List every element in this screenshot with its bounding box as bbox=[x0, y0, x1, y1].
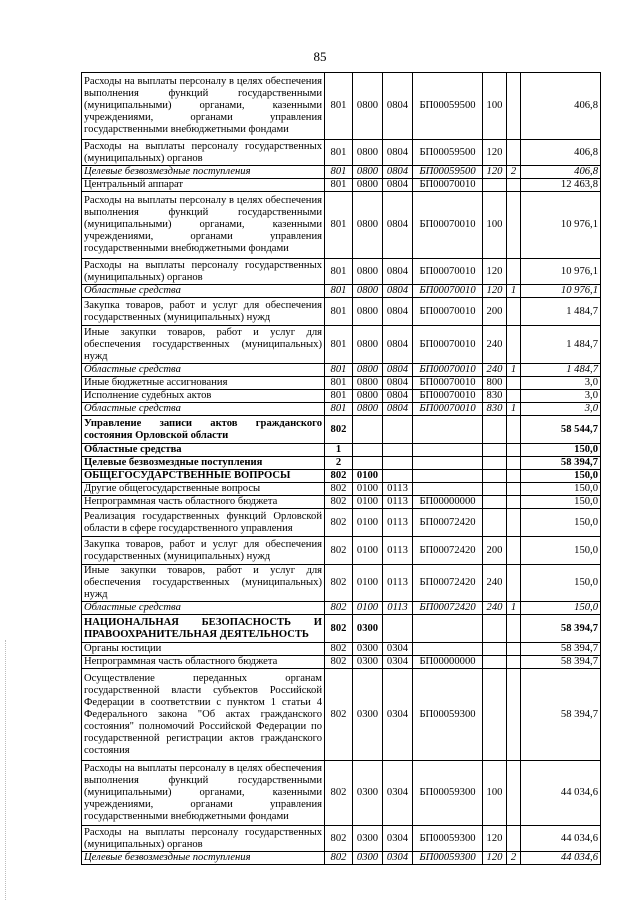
row-target-article: БП00059500 bbox=[413, 73, 483, 140]
row-target-article: БП00070010 bbox=[413, 390, 483, 403]
row-ved-code: 802 bbox=[325, 615, 353, 643]
table-row bbox=[82, 259, 601, 285]
row-amount: 10 976,1 bbox=[521, 259, 601, 285]
row-section-code: 0800 bbox=[353, 403, 383, 416]
row-funding-source bbox=[507, 826, 521, 852]
row-amount: 150,0 bbox=[521, 537, 601, 565]
row-section-code: 0300 bbox=[353, 826, 383, 852]
row-section-code: 0300 bbox=[353, 615, 383, 643]
row-expense-type: 200 bbox=[483, 298, 507, 326]
row-funding-source: 1 bbox=[507, 602, 521, 615]
row-section-code: 0300 bbox=[353, 656, 383, 669]
row-amount: 58 544,7 bbox=[521, 416, 601, 444]
row-amount: 150,0 bbox=[521, 444, 601, 457]
row-ved-code: 801 bbox=[325, 140, 353, 166]
row-funding-source bbox=[507, 470, 521, 483]
row-ved-code: 801 bbox=[325, 73, 353, 140]
row-section-code: 0300 bbox=[353, 761, 383, 826]
row-amount: 44 034,6 bbox=[521, 852, 601, 865]
row-funding-source: 1 bbox=[507, 364, 521, 377]
row-amount: 58 394,7 bbox=[521, 656, 601, 669]
row-subsection-code: 0804 bbox=[383, 390, 413, 403]
row-subsection-code: 0304 bbox=[383, 826, 413, 852]
row-name: Областные средства bbox=[82, 444, 325, 457]
row-subsection-code: 0304 bbox=[383, 761, 413, 826]
row-section-code: 0800 bbox=[353, 377, 383, 390]
row-target-article: БП00072420 bbox=[413, 602, 483, 615]
row-expense-type: 120 bbox=[483, 166, 507, 179]
row-expense-type bbox=[483, 496, 507, 509]
table-row bbox=[82, 852, 601, 865]
row-name: Областные средства bbox=[82, 403, 325, 416]
row-amount: 406,8 bbox=[521, 73, 601, 140]
row-funding-source bbox=[507, 537, 521, 565]
row-target-article: БП00070010 bbox=[413, 298, 483, 326]
row-ved-code: 802 bbox=[325, 761, 353, 826]
row-expense-type: 120 bbox=[483, 285, 507, 298]
table-row bbox=[82, 298, 601, 326]
row-amount: 44 034,6 bbox=[521, 761, 601, 826]
row-expense-type: 120 bbox=[483, 826, 507, 852]
row-name: Целевые безвозмездные поступления bbox=[82, 166, 325, 179]
row-target-article: БП00070010 bbox=[413, 285, 483, 298]
row-name: Расходы на выплаты персоналу в целях обеспечения выполнения функций государственными (муниципальными) органами, казенными учреждениями, органами управления государственными внебюджетными фондами bbox=[82, 192, 325, 259]
row-funding-source: 2 bbox=[507, 852, 521, 865]
row-expense-type bbox=[483, 470, 507, 483]
table-row bbox=[82, 140, 601, 166]
table-row bbox=[82, 377, 601, 390]
row-target-article bbox=[413, 470, 483, 483]
row-name: Расходы на выплаты персоналу государственных (муниципальных) органов bbox=[82, 140, 325, 166]
row-expense-type bbox=[483, 509, 507, 537]
row-expense-type: 240 bbox=[483, 326, 507, 364]
budget-table bbox=[81, 72, 601, 865]
row-ved-code: 1 bbox=[325, 444, 353, 457]
table-row bbox=[82, 364, 601, 377]
row-subsection-code: 0113 bbox=[383, 565, 413, 602]
row-funding-source bbox=[507, 496, 521, 509]
row-section-code: 0800 bbox=[353, 298, 383, 326]
table-row bbox=[82, 565, 601, 602]
row-name: Закупка товаров, работ и услуг для обеспечения государственных (муниципальных) нужд bbox=[82, 537, 325, 565]
row-subsection-code: 0804 bbox=[383, 179, 413, 192]
row-name: Осуществление переданных органам государственной власти субъектов Российской Федерации в соответствии с пунктом 1 статьи 4 Федерального закона "Об актах гражданского состояния" полномочий Российской Федерации по государственной регистрации актов гражданского состояния bbox=[82, 669, 325, 761]
row-amount: 58 394,7 bbox=[521, 457, 601, 470]
row-expense-type: 200 bbox=[483, 537, 507, 565]
row-amount: 12 463,8 bbox=[521, 179, 601, 192]
row-section-code: 0100 bbox=[353, 509, 383, 537]
row-name: Управление записи актов гражданского состояния Орловской области bbox=[82, 416, 325, 444]
row-name: Расходы на выплаты персоналу в целях обеспечения выполнения функций государственными (муниципальными) органами, казенными учреждениями, органами управления государственными внебюджетными фондами bbox=[82, 73, 325, 140]
row-expense-type: 120 bbox=[483, 852, 507, 865]
row-subsection-code: 0804 bbox=[383, 166, 413, 179]
page-number: 85 bbox=[313, 49, 327, 64]
row-target-article: БП00059300 bbox=[413, 852, 483, 865]
row-subsection-code: 0304 bbox=[383, 643, 413, 656]
row-ved-code: 801 bbox=[325, 179, 353, 192]
row-section-code: 0100 bbox=[353, 565, 383, 602]
row-subsection-code: 0804 bbox=[383, 259, 413, 285]
row-name: Областные средства bbox=[82, 285, 325, 298]
row-expense-type: 100 bbox=[483, 761, 507, 826]
row-section-code bbox=[353, 416, 383, 444]
row-section-code: 0100 bbox=[353, 470, 383, 483]
row-name: ОБЩЕГОСУДАРСТВЕННЫЕ ВОПРОСЫ bbox=[82, 470, 325, 483]
row-amount: 10 976,1 bbox=[521, 192, 601, 259]
row-ved-code: 2 bbox=[325, 457, 353, 470]
row-funding-source bbox=[507, 298, 521, 326]
row-name: Центральный аппарат bbox=[82, 179, 325, 192]
row-subsection-code bbox=[383, 457, 413, 470]
row-section-code: 0800 bbox=[353, 166, 383, 179]
row-subsection-code: 0804 bbox=[383, 364, 413, 377]
row-subsection-code: 0804 bbox=[383, 192, 413, 259]
row-ved-code: 802 bbox=[325, 537, 353, 565]
row-amount: 3,0 bbox=[521, 377, 601, 390]
row-expense-type bbox=[483, 643, 507, 656]
table-row bbox=[82, 669, 601, 761]
row-amount: 58 394,7 bbox=[521, 643, 601, 656]
row-expense-type: 100 bbox=[483, 73, 507, 140]
row-expense-type bbox=[483, 416, 507, 444]
row-target-article bbox=[413, 643, 483, 656]
row-name: Расходы на выплаты персоналу государственных (муниципальных) органов bbox=[82, 259, 325, 285]
row-name: Расходы на выплаты персоналу в целях обеспечения выполнения функций государственными (муниципальными) органами, казенными учреждениями, органами управления государственными внебюджетными фондами bbox=[82, 761, 325, 826]
row-name: Целевые безвозмездные поступления bbox=[82, 852, 325, 865]
row-name: Непрограммная часть областного бюджета bbox=[82, 656, 325, 669]
table-row bbox=[82, 537, 601, 565]
row-name: Иные закупки товаров, работ и услуг для обеспечения государственных (муниципальных) нужд bbox=[82, 326, 325, 364]
table-row bbox=[82, 496, 601, 509]
table-row bbox=[82, 416, 601, 444]
table-row bbox=[82, 761, 601, 826]
table-row bbox=[82, 192, 601, 259]
row-name: Областные средства bbox=[82, 364, 325, 377]
row-funding-source bbox=[507, 326, 521, 364]
row-amount: 150,0 bbox=[521, 470, 601, 483]
table-row bbox=[82, 457, 601, 470]
row-subsection-code: 0804 bbox=[383, 285, 413, 298]
row-target-article: БП00059300 bbox=[413, 761, 483, 826]
row-ved-code: 801 bbox=[325, 166, 353, 179]
row-funding-source: 1 bbox=[507, 403, 521, 416]
row-expense-type: 120 bbox=[483, 259, 507, 285]
row-funding-source bbox=[507, 669, 521, 761]
row-amount: 150,0 bbox=[521, 565, 601, 602]
row-funding-source bbox=[507, 73, 521, 140]
table-row bbox=[82, 483, 601, 496]
row-ved-code: 802 bbox=[325, 602, 353, 615]
row-target-article bbox=[413, 457, 483, 470]
row-name: Реализация государственных функций Орловской области в сфере государственного управления bbox=[82, 509, 325, 537]
row-section-code: 0800 bbox=[353, 179, 383, 192]
row-funding-source bbox=[507, 259, 521, 285]
row-amount: 58 394,7 bbox=[521, 669, 601, 761]
row-ved-code: 801 bbox=[325, 298, 353, 326]
row-expense-type: 100 bbox=[483, 192, 507, 259]
row-amount: 150,0 bbox=[521, 483, 601, 496]
row-name: НАЦИОНАЛЬНАЯ БЕЗОПАСНОСТЬ И ПРАВООХРАНИТЕЛЬНАЯ ДЕЯТЕЛЬНОСТЬ bbox=[82, 615, 325, 643]
row-expense-type bbox=[483, 669, 507, 761]
row-amount: 3,0 bbox=[521, 390, 601, 403]
row-ved-code: 802 bbox=[325, 496, 353, 509]
row-target-article: БП00070010 bbox=[413, 326, 483, 364]
row-subsection-code: 0113 bbox=[383, 537, 413, 565]
row-expense-type: 120 bbox=[483, 140, 507, 166]
row-amount: 3,0 bbox=[521, 403, 601, 416]
table-row bbox=[82, 509, 601, 537]
table-row bbox=[82, 470, 601, 483]
row-target-article: БП00059300 bbox=[413, 669, 483, 761]
row-amount: 406,8 bbox=[521, 140, 601, 166]
row-target-article: БП00000000 bbox=[413, 656, 483, 669]
row-funding-source bbox=[507, 444, 521, 457]
table-row bbox=[82, 179, 601, 192]
row-funding-source bbox=[507, 377, 521, 390]
row-funding-source bbox=[507, 761, 521, 826]
row-ved-code: 802 bbox=[325, 852, 353, 865]
row-ved-code: 802 bbox=[325, 669, 353, 761]
row-section-code: 0300 bbox=[353, 669, 383, 761]
row-subsection-code: 0304 bbox=[383, 669, 413, 761]
table-row bbox=[82, 615, 601, 643]
row-subsection-code: 0113 bbox=[383, 602, 413, 615]
row-amount: 44 034,6 bbox=[521, 826, 601, 852]
row-funding-source bbox=[507, 192, 521, 259]
row-funding-source bbox=[507, 390, 521, 403]
row-section-code: 0800 bbox=[353, 259, 383, 285]
row-target-article: БП00070010 bbox=[413, 377, 483, 390]
row-target-article: БП00070010 bbox=[413, 259, 483, 285]
row-name: Непрограммная часть областного бюджета bbox=[82, 496, 325, 509]
row-funding-source bbox=[507, 565, 521, 602]
row-ved-code: 801 bbox=[325, 377, 353, 390]
table-row bbox=[82, 73, 601, 140]
row-funding-source bbox=[507, 509, 521, 537]
row-target-article: БП00070010 bbox=[413, 179, 483, 192]
row-target-article: БП00070010 bbox=[413, 364, 483, 377]
row-target-article: БП00059500 bbox=[413, 140, 483, 166]
row-ved-code: 802 bbox=[325, 416, 353, 444]
row-target-article bbox=[413, 416, 483, 444]
row-section-code: 0300 bbox=[353, 643, 383, 656]
row-amount: 150,0 bbox=[521, 509, 601, 537]
row-name: Иные закупки товаров, работ и услуг для обеспечения государственных (муниципальных) нужд bbox=[82, 565, 325, 602]
row-section-code bbox=[353, 457, 383, 470]
table-row bbox=[82, 602, 601, 615]
row-section-code: 0800 bbox=[353, 390, 383, 403]
row-subsection-code: 0804 bbox=[383, 326, 413, 364]
row-section-code: 0800 bbox=[353, 364, 383, 377]
row-subsection-code: 0804 bbox=[383, 140, 413, 166]
row-funding-source bbox=[507, 457, 521, 470]
row-expense-type: 240 bbox=[483, 565, 507, 602]
row-subsection-code: 0804 bbox=[383, 377, 413, 390]
row-funding-source: 1 bbox=[507, 285, 521, 298]
row-section-code: 0800 bbox=[353, 285, 383, 298]
row-expense-type bbox=[483, 444, 507, 457]
row-subsection-code: 0113 bbox=[383, 509, 413, 537]
row-target-article bbox=[413, 444, 483, 457]
row-expense-type: 240 bbox=[483, 602, 507, 615]
row-section-code: 0800 bbox=[353, 326, 383, 364]
row-funding-source bbox=[507, 643, 521, 656]
row-expense-type: 800 bbox=[483, 377, 507, 390]
row-ved-code: 802 bbox=[325, 565, 353, 602]
table-row bbox=[82, 326, 601, 364]
row-expense-type: 830 bbox=[483, 403, 507, 416]
row-ved-code: 802 bbox=[325, 656, 353, 669]
row-name: Исполнение судебных актов bbox=[82, 390, 325, 403]
row-section-code: 0100 bbox=[353, 602, 383, 615]
row-expense-type bbox=[483, 179, 507, 192]
table-row bbox=[82, 643, 601, 656]
row-amount: 406,8 bbox=[521, 166, 601, 179]
row-ved-code: 801 bbox=[325, 192, 353, 259]
row-target-article bbox=[413, 615, 483, 643]
row-amount: 1 484,7 bbox=[521, 364, 601, 377]
row-expense-type bbox=[483, 656, 507, 669]
row-ved-code: 801 bbox=[325, 390, 353, 403]
row-section-code: 0800 bbox=[353, 192, 383, 259]
row-subsection-code: 0113 bbox=[383, 496, 413, 509]
row-amount: 1 484,7 bbox=[521, 326, 601, 364]
row-subsection-code bbox=[383, 416, 413, 444]
row-ved-code: 802 bbox=[325, 470, 353, 483]
row-ved-code: 802 bbox=[325, 643, 353, 656]
row-funding-source: 2 bbox=[507, 166, 521, 179]
row-amount: 10 976,1 bbox=[521, 285, 601, 298]
table-row bbox=[82, 656, 601, 669]
row-subsection-code: 0304 bbox=[383, 656, 413, 669]
row-expense-type: 240 bbox=[483, 364, 507, 377]
row-target-article: БП00059300 bbox=[413, 826, 483, 852]
row-funding-source bbox=[507, 656, 521, 669]
row-funding-source bbox=[507, 179, 521, 192]
table-row bbox=[82, 444, 601, 457]
row-name: Закупка товаров, работ и услуг для обеспечения государственных (муниципальных) нужд bbox=[82, 298, 325, 326]
row-name: Органы юстиции bbox=[82, 643, 325, 656]
row-funding-source bbox=[507, 416, 521, 444]
row-funding-source bbox=[507, 140, 521, 166]
row-amount: 1 484,7 bbox=[521, 298, 601, 326]
row-expense-type bbox=[483, 483, 507, 496]
row-target-article: БП00059500 bbox=[413, 166, 483, 179]
row-target-article: БП00070010 bbox=[413, 192, 483, 259]
row-funding-source bbox=[507, 483, 521, 496]
row-name: Целевые безвозмездные поступления bbox=[82, 457, 325, 470]
row-ved-code: 801 bbox=[325, 259, 353, 285]
row-subsection-code: 0804 bbox=[383, 73, 413, 140]
row-expense-type bbox=[483, 457, 507, 470]
row-section-code: 0100 bbox=[353, 537, 383, 565]
row-funding-source bbox=[507, 615, 521, 643]
row-subsection-code bbox=[383, 470, 413, 483]
row-target-article: БП00072420 bbox=[413, 537, 483, 565]
row-name: Расходы на выплаты персоналу государственных (муниципальных) органов bbox=[82, 826, 325, 852]
row-target-article: БП00070010 bbox=[413, 403, 483, 416]
row-section-code: 0800 bbox=[353, 73, 383, 140]
row-subsection-code: 0804 bbox=[383, 298, 413, 326]
row-section-code: 0100 bbox=[353, 483, 383, 496]
row-ved-code: 802 bbox=[325, 826, 353, 852]
row-subsection-code bbox=[383, 444, 413, 457]
row-target-article: БП00072420 bbox=[413, 565, 483, 602]
row-ved-code: 801 bbox=[325, 403, 353, 416]
table-row bbox=[82, 403, 601, 416]
row-section-code: 0100 bbox=[353, 496, 383, 509]
row-ved-code: 801 bbox=[325, 326, 353, 364]
row-amount: 150,0 bbox=[521, 496, 601, 509]
row-target-article: БП00000000 bbox=[413, 496, 483, 509]
table-row bbox=[82, 826, 601, 852]
row-section-code: 0300 bbox=[353, 852, 383, 865]
table-row bbox=[82, 285, 601, 298]
row-name: Другие общегосударственные вопросы bbox=[82, 483, 325, 496]
row-amount: 58 394,7 bbox=[521, 615, 601, 643]
row-subsection-code bbox=[383, 615, 413, 643]
row-subsection-code: 0304 bbox=[383, 852, 413, 865]
row-target-article bbox=[413, 483, 483, 496]
row-name: Областные средства bbox=[82, 602, 325, 615]
row-ved-code: 801 bbox=[325, 364, 353, 377]
row-ved-code: 802 bbox=[325, 483, 353, 496]
row-section-code: 0800 bbox=[353, 140, 383, 166]
row-ved-code: 802 bbox=[325, 509, 353, 537]
table-row bbox=[82, 390, 601, 403]
row-expense-type bbox=[483, 615, 507, 643]
row-name: Иные бюджетные ассигнования bbox=[82, 377, 325, 390]
row-amount: 150,0 bbox=[521, 602, 601, 615]
row-subsection-code: 0804 bbox=[383, 403, 413, 416]
scan-margin-marks bbox=[5, 640, 8, 900]
row-expense-type: 830 bbox=[483, 390, 507, 403]
row-ved-code: 801 bbox=[325, 285, 353, 298]
table-row bbox=[82, 166, 601, 179]
row-target-article: БП00072420 bbox=[413, 509, 483, 537]
row-subsection-code: 0113 bbox=[383, 483, 413, 496]
row-section-code bbox=[353, 444, 383, 457]
